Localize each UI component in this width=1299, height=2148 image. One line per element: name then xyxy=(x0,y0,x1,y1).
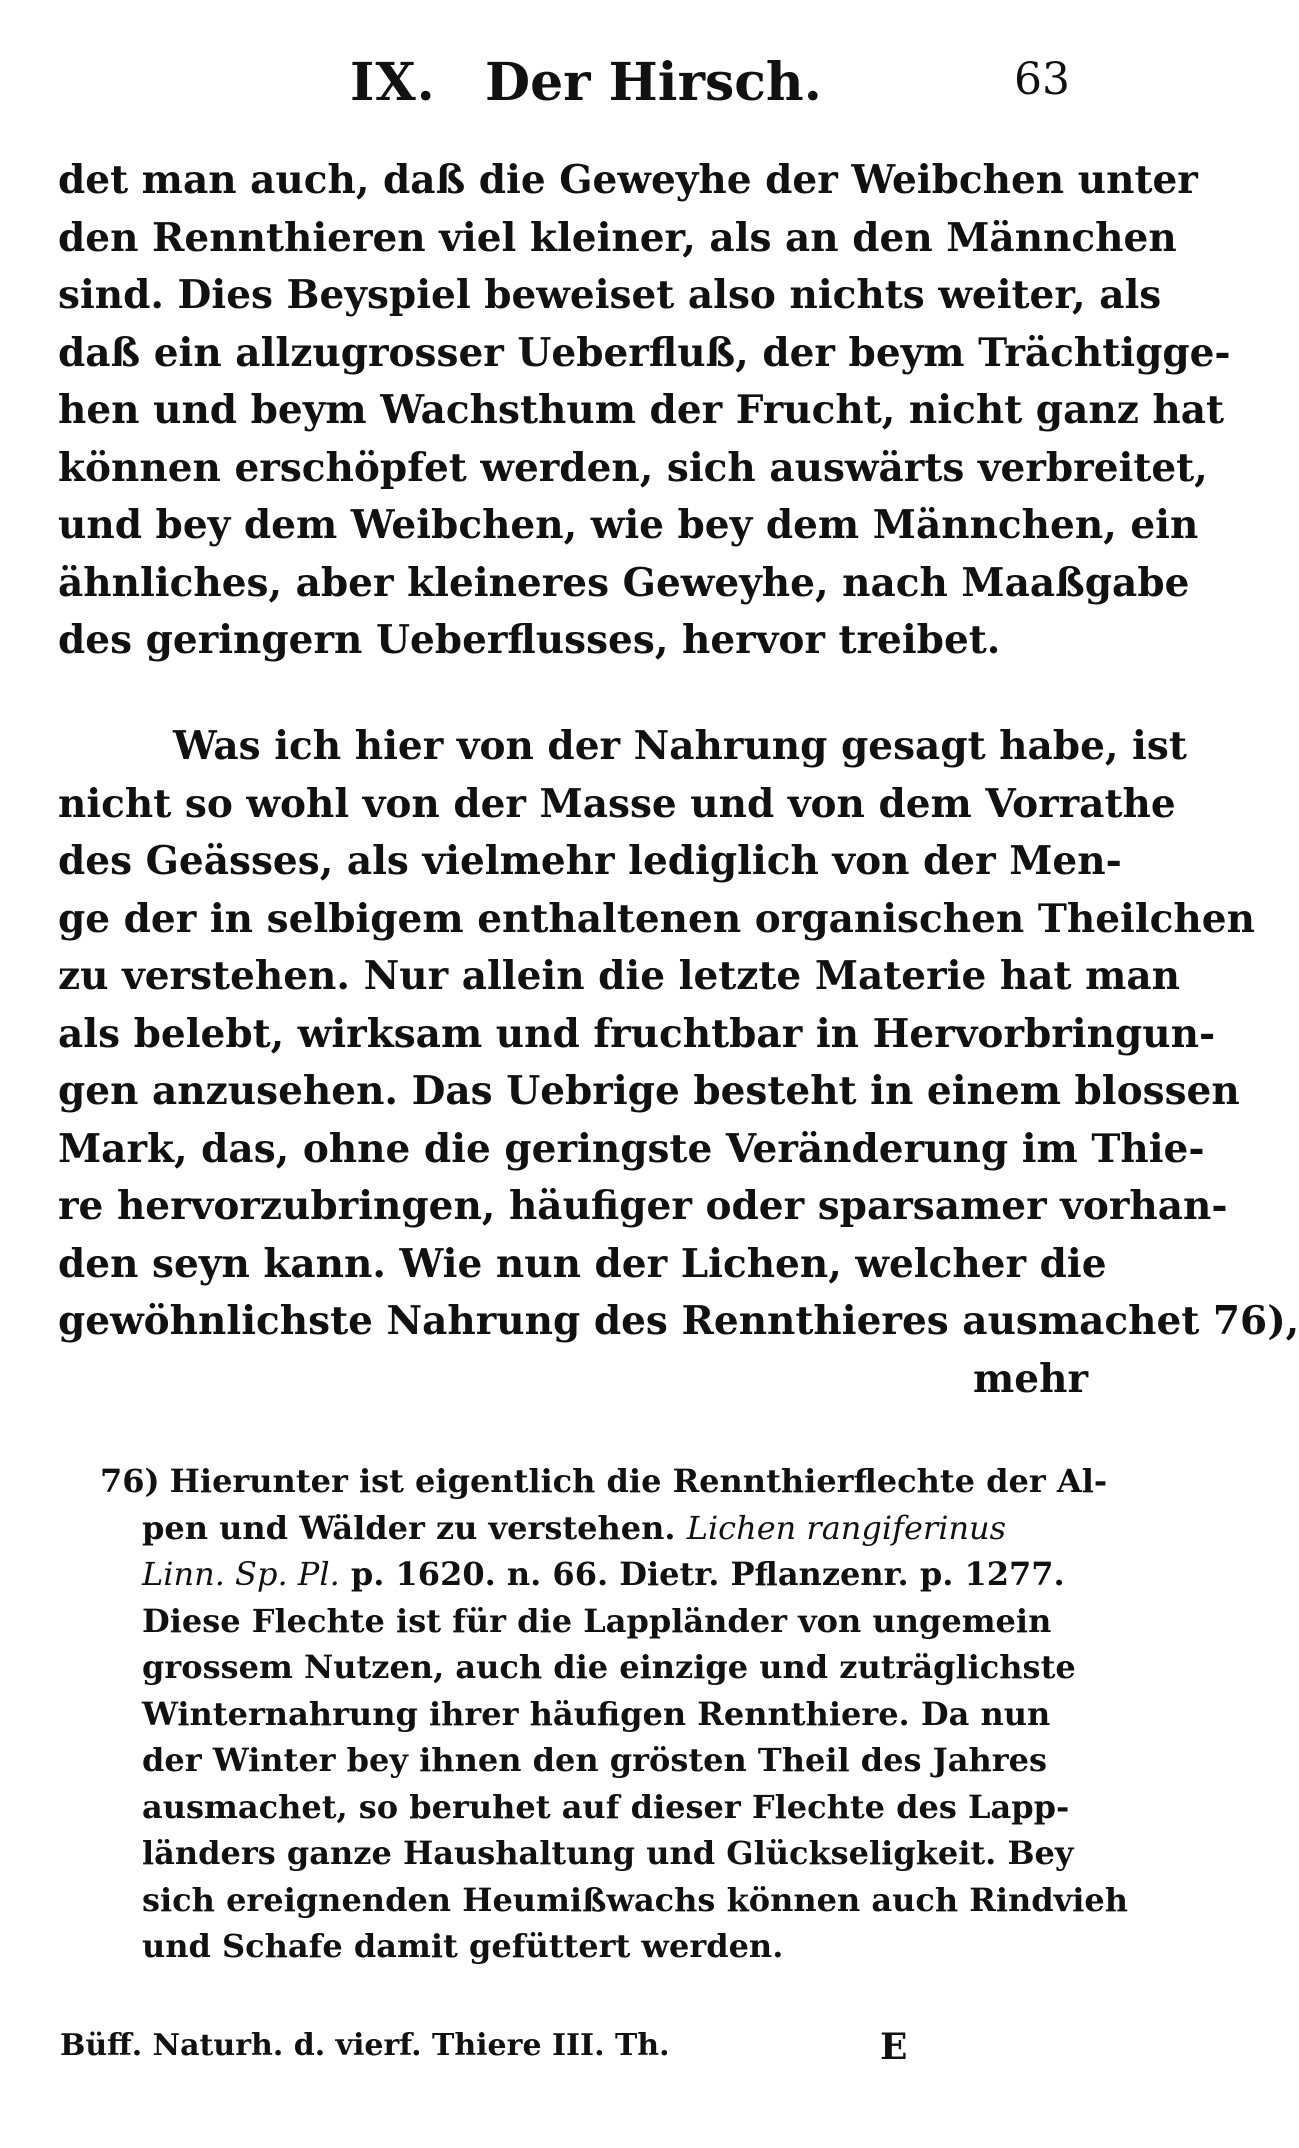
text-line: sind. Dies Beyspiel beweiset also nichts weiter, als xyxy=(58,272,1162,318)
text-line: als belebt, wirksam und fruchtbar in Hervorbringun- xyxy=(58,1010,1216,1057)
text-line: Mark, das, ohne die geringste Veränderung im Thie- xyxy=(58,1125,1205,1172)
footnote-latin-name: Lichen rangiferinus xyxy=(686,1508,1007,1547)
signature-letter: E xyxy=(880,2026,908,2068)
text-line: den seyn kann. Wie nun der Lichen, welcher die xyxy=(58,1240,1107,1287)
footnote-76 xyxy=(100,1458,1129,1970)
running-header xyxy=(60,52,1070,132)
text-line: Was ich hier von der Nahrung gesagt habe, ist xyxy=(173,723,1187,769)
text-line: zu verstehen. Nur allein die letzte Materie hat man xyxy=(58,953,1180,999)
page-number: 63 xyxy=(1014,54,1070,105)
footnote-line: Diese Flechte ist für die Lappländer von ungemein xyxy=(142,1601,1052,1640)
text-line: daß ein allzugrosser Ueberfluß, der beym Trächtigge- xyxy=(58,329,1231,376)
text-line: und bey dem Weibchen, wie bey dem Männchen, ein xyxy=(58,502,1199,548)
footnote-line: und Schafe damit gefüttert werden. xyxy=(142,1927,784,1965)
text-line: ge der in selbigem enthaltenen organischen Theilchen xyxy=(58,895,1255,942)
footnote-line: Winternahrung ihrer häufigen Rennthiere. Da nun xyxy=(142,1694,1051,1733)
chapter-number: IX. xyxy=(350,52,436,113)
text-line: ähnliches, aber kleineres Geweyhe, nach Maaßgabe xyxy=(58,559,1190,606)
text-line: des Geässes, als vielmehr lediglich von der Men- xyxy=(58,838,1122,884)
footnote-line xyxy=(100,1505,1090,1552)
paragraph-continuation xyxy=(58,152,1231,670)
footnote-text: pen und Wälder zu verstehen. xyxy=(142,1508,676,1547)
text-line: gewöhnlichste Nahrung des Rennthieres ausmachet 76), xyxy=(58,1298,1299,1344)
footnote-citation: Linn. Sp. Pl. xyxy=(142,1555,340,1593)
text-line: können erschöpfet werden, sich auswärts verbreitet, xyxy=(58,444,1208,491)
printer-signature: Büff. Naturh. d. vierf. Thiere III. Th. xyxy=(60,2028,670,2063)
footnote-number: 76) xyxy=(100,1462,160,1500)
footnote-line: grossem Nutzen, auch die einzige und zuträglichste xyxy=(142,1648,1076,1686)
footnote-line xyxy=(100,1551,1090,1598)
text-line: hen und beym Wachsthum der Frucht, nicht ganz hat xyxy=(58,387,1225,433)
footnote-line: der Winter bey ihnen den grösten Theil des Jahres xyxy=(142,1741,1048,1779)
footnote-line: länders ganze Haushaltung und Glückseligkeit. Bey xyxy=(142,1834,1074,1872)
text-line: re hervorzubringen, häufiger oder sparsamer vorhan- xyxy=(58,1183,1228,1229)
text-line: des geringern Ueberflusses, hervor treibet. xyxy=(58,617,1001,663)
footnote-line: sich ereignenden Heumißwachs können auch Rindvieh xyxy=(142,1880,1129,1919)
paragraph-nutrition xyxy=(58,718,1299,1408)
text-line: gen anzusehen. Das Uebrige besteht in einem blossen xyxy=(58,1068,1240,1114)
text-line: det man auch, daß die Geweyhe der Weibchen unter xyxy=(58,157,1198,203)
footnote-text: p. 1620. n. 66. Dietr. Pflanzenr. p. 1277. xyxy=(350,1555,1065,1593)
text-line: den Rennthieren viel kleiner, als an den Männchen xyxy=(58,214,1177,261)
catchword: mehr xyxy=(973,1355,1088,1402)
footnote-text: Hierunter ist eigentlich die Rennthierflechte der Al- xyxy=(169,1462,1108,1500)
footnote-line xyxy=(100,1458,1108,1505)
running-title: Der Hirsch. xyxy=(485,52,822,113)
footnote-line: ausmachet, so beruhet auf dieser Flechte des Lapp- xyxy=(142,1787,1070,1826)
text-line: nicht so wohl von der Masse und von dem Vorrathe xyxy=(58,780,1176,827)
